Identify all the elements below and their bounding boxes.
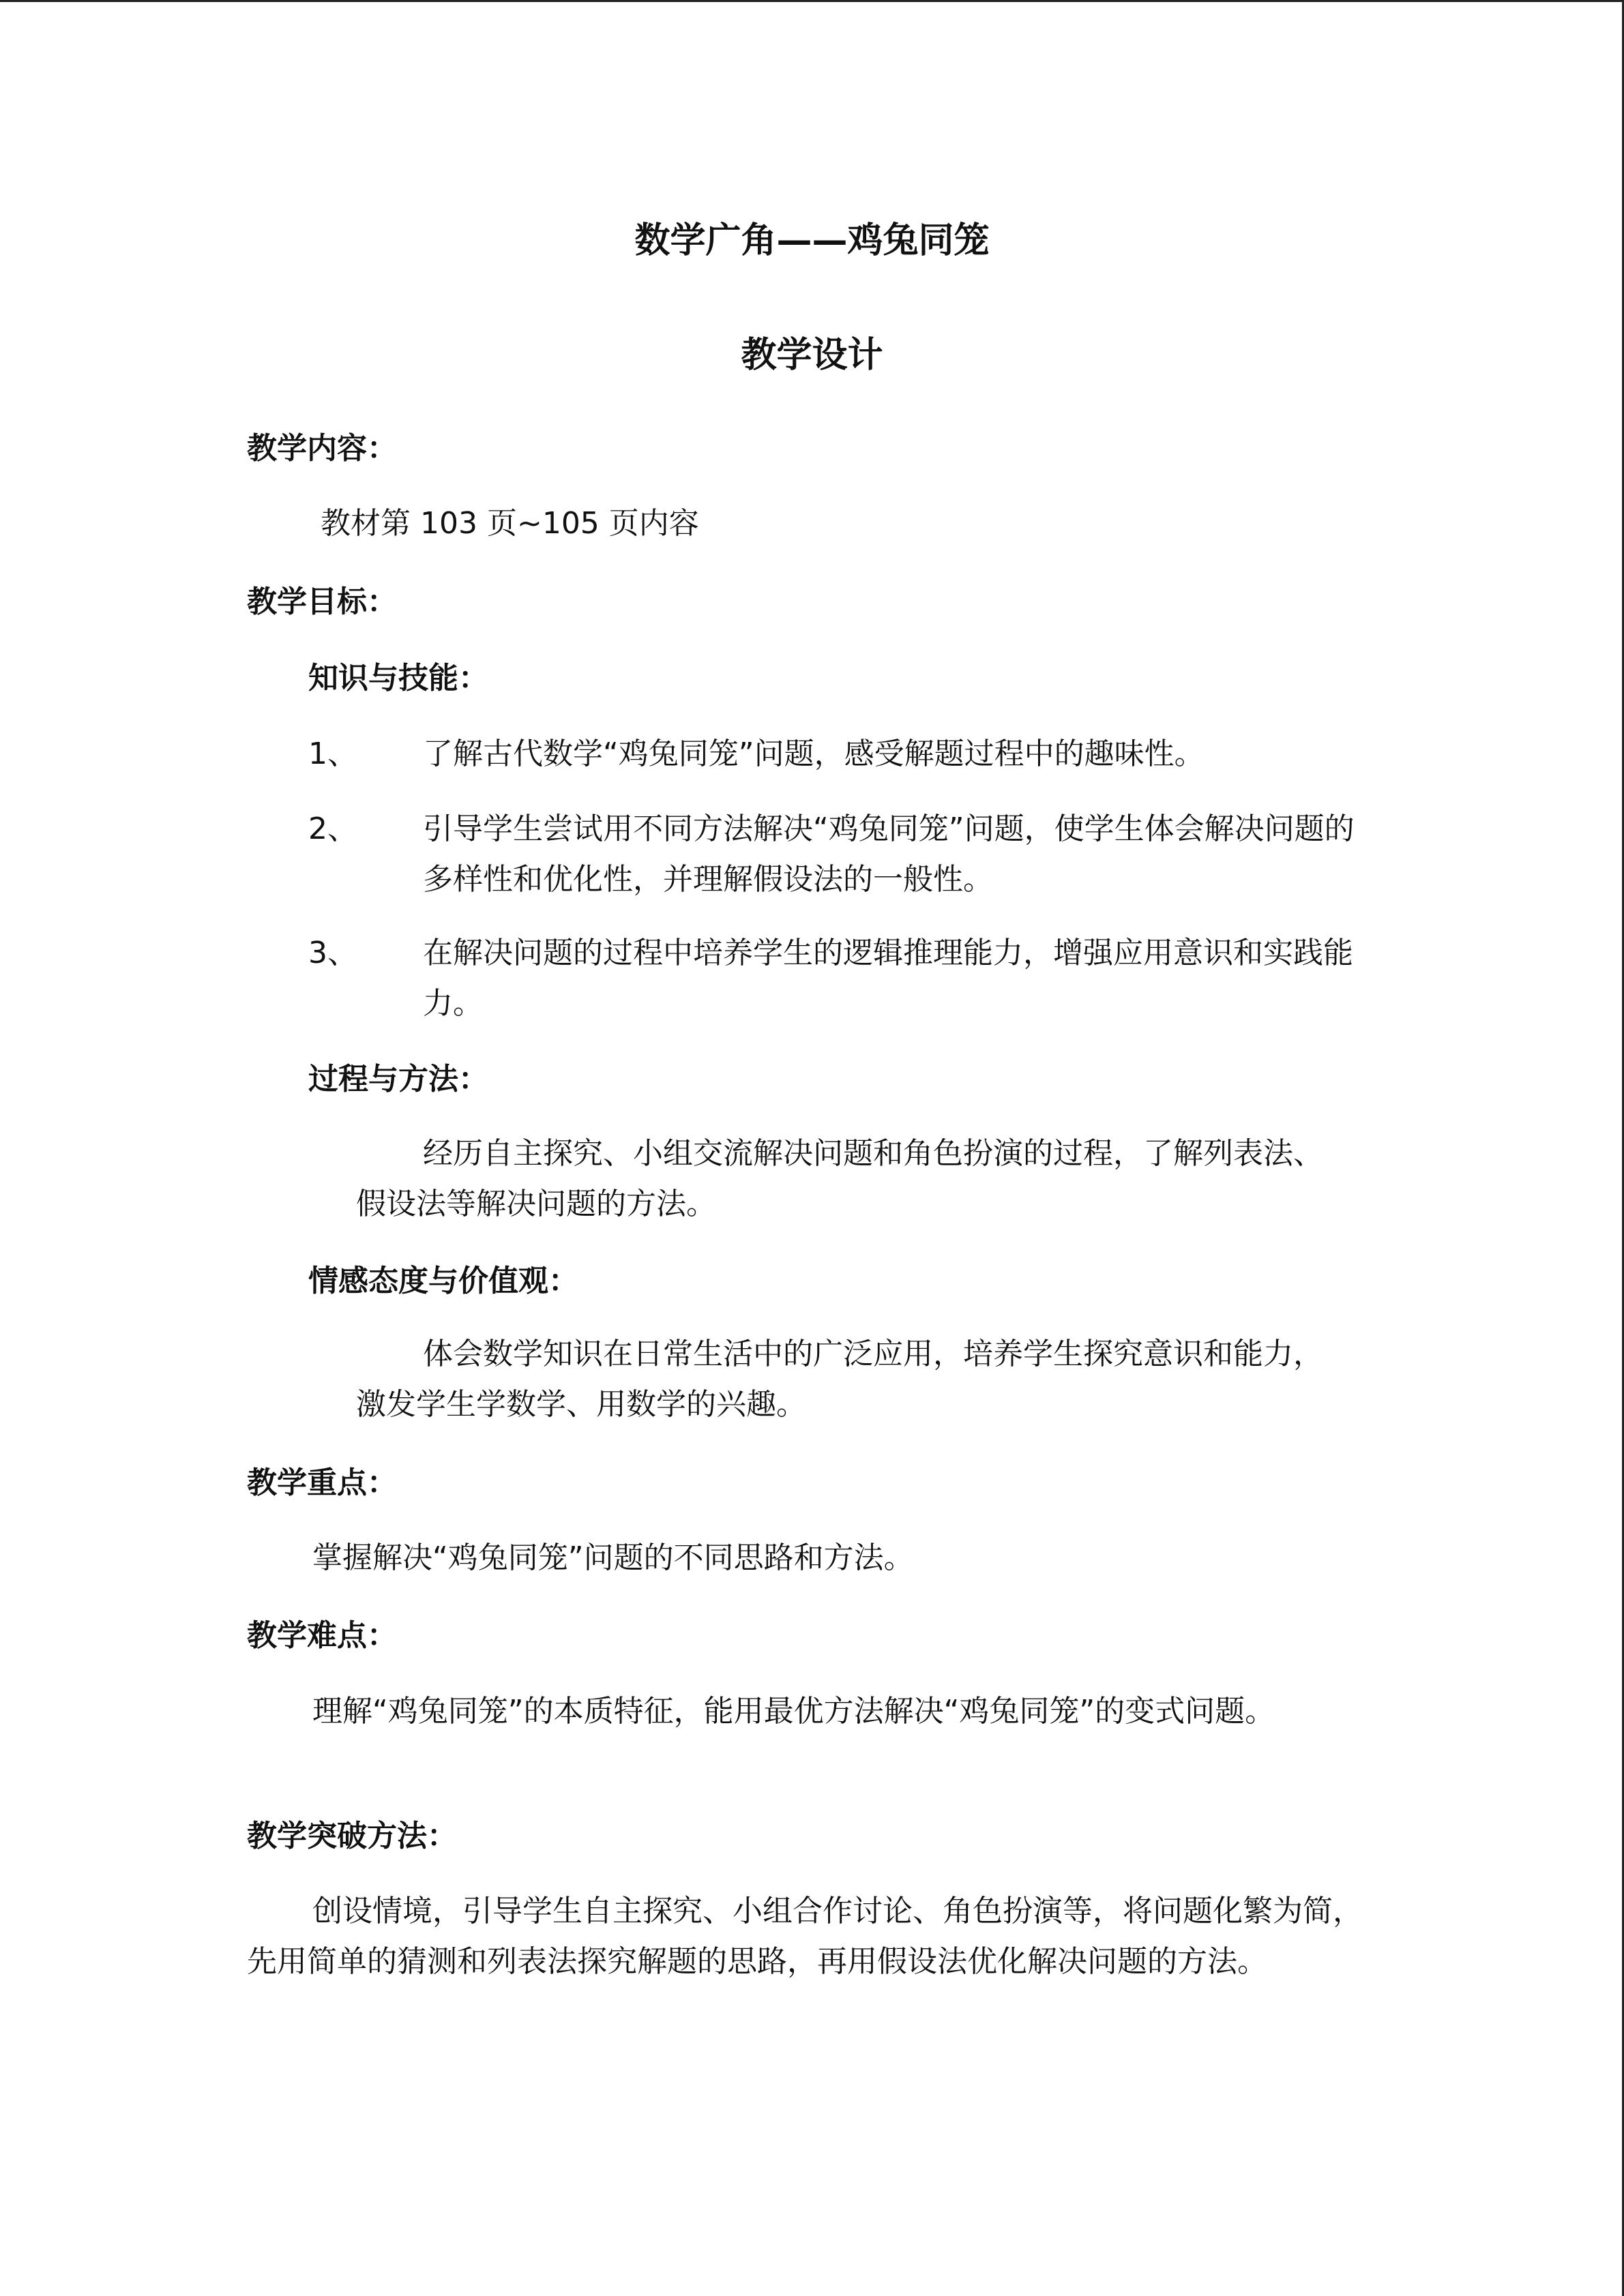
key-points-text: 掌握解决“鸡兔同笼”问题的不同思路和方法。 bbox=[312, 1540, 914, 1575]
document-subtitle: 教学设计 bbox=[741, 335, 883, 376]
list-text: 在解决问题的过程中培养学生的逻辑推理能力，增强应用意识和实践能力。 bbox=[423, 936, 1353, 1021]
knowledge-item-2 bbox=[308, 804, 1372, 905]
knowledge-item-1 bbox=[308, 729, 1372, 779]
list-number: 1、 bbox=[308, 736, 357, 771]
process-heading: 过程与方法： bbox=[308, 1062, 488, 1097]
attitude-heading: 情感态度与价值观： bbox=[308, 1264, 578, 1298]
difficulties-heading: 教学难点： bbox=[247, 1618, 397, 1653]
content-heading: 教学内容： bbox=[247, 431, 397, 466]
process-text: 经历自主探究、小组交流解决问题和角色扮演的过程，了解列表法、假设法等解决问题的方法。 bbox=[356, 1136, 1323, 1221]
content-text: 教材第 103 页~105 页内容 bbox=[321, 506, 699, 541]
list-text: 了解古代数学“鸡兔同笼”问题，感受解题过程中的趣味性。 bbox=[423, 736, 1205, 771]
key-points-heading: 教学重点： bbox=[247, 1465, 397, 1500]
difficulties-text: 理解“鸡兔同笼”的本质特征，能用最优方法解决“鸡兔同笼”的变式问题。 bbox=[312, 1694, 1275, 1729]
goals-heading: 教学目标： bbox=[247, 584, 397, 619]
breakthrough-text: 创设情境，引导学生自主探究、小组合作讨论、角色扮演等，将问题化繁为简，先用简单的猜测和列表法探究解题的思路，再用假设法优化解决问题的方法。 bbox=[247, 1894, 1363, 1979]
list-number: 2、 bbox=[308, 811, 357, 846]
knowledge-heading: 知识与技能： bbox=[308, 661, 488, 696]
knowledge-item-3 bbox=[308, 928, 1372, 1029]
attitude-text: 体会数学知识在日常生活中的广泛应用，培养学生探究意识和能力，激发学生学数学、用数学的兴趣。 bbox=[356, 1337, 1323, 1422]
list-number: 3、 bbox=[308, 936, 357, 970]
document-title: 数学广角——鸡兔同笼 bbox=[634, 220, 990, 261]
breakthrough-heading: 教学突破方法： bbox=[247, 1819, 457, 1853]
list-text: 引导学生尝试用不同方法解决“鸡兔同笼”问题，使学生体会解决问题的多样性和优化性，并理解假设法的一般性。 bbox=[423, 811, 1355, 897]
